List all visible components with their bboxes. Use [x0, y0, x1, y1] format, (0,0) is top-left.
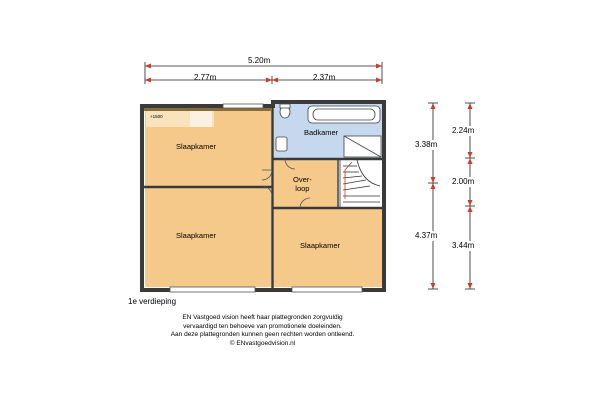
room-label-overloop-line1: Over-	[293, 175, 312, 184]
disclaimer-line-1: EN Vastgoed vision heeft haar plattegronden zorgvuldig	[182, 314, 343, 321]
disclaimer	[140, 314, 385, 348]
room-label-slaapkamer-top-left: Slaapkamer	[176, 142, 217, 151]
dim-left-width: 2.77m	[194, 73, 217, 82]
room-label-slaapkamer-bottom-left: Slaapkamer	[176, 231, 217, 240]
floor-label: 1e verdieping	[128, 297, 177, 306]
dim-upper-depth: 3.38m	[415, 140, 438, 149]
dim-right-width: 2.37m	[313, 73, 336, 82]
disclaimer-line-4: © ENvastgoedvision.nl	[229, 339, 296, 347]
attic-height-marker: +1500	[150, 114, 163, 119]
roof-slope-band	[144, 108, 272, 111]
dim-right-mid: 2.00m	[452, 177, 475, 186]
room-label-slaapkamer-bottom-right: Slaapkamer	[300, 241, 341, 250]
dim-right-bottom: 3.44m	[452, 241, 475, 250]
room-label-overloop-line2: loop	[295, 184, 310, 193]
disclaimer-line-3: Aan deze plattegronden kunnen geen rechten worden ontleend.	[170, 331, 355, 338]
sink	[276, 137, 287, 151]
room-label-badkamer: Badkamer	[304, 128, 339, 137]
dim-right-top: 2.24m	[452, 126, 475, 135]
dim-lower-depth: 4.37m	[415, 231, 438, 240]
floors	[145, 104, 382, 287]
disclaimer-line-2: vervaardigd ten behoeve van promotionele doeleinden.	[183, 322, 342, 330]
room-label-overloop	[293, 175, 312, 193]
dim-total-width: 5.20m	[248, 56, 271, 65]
